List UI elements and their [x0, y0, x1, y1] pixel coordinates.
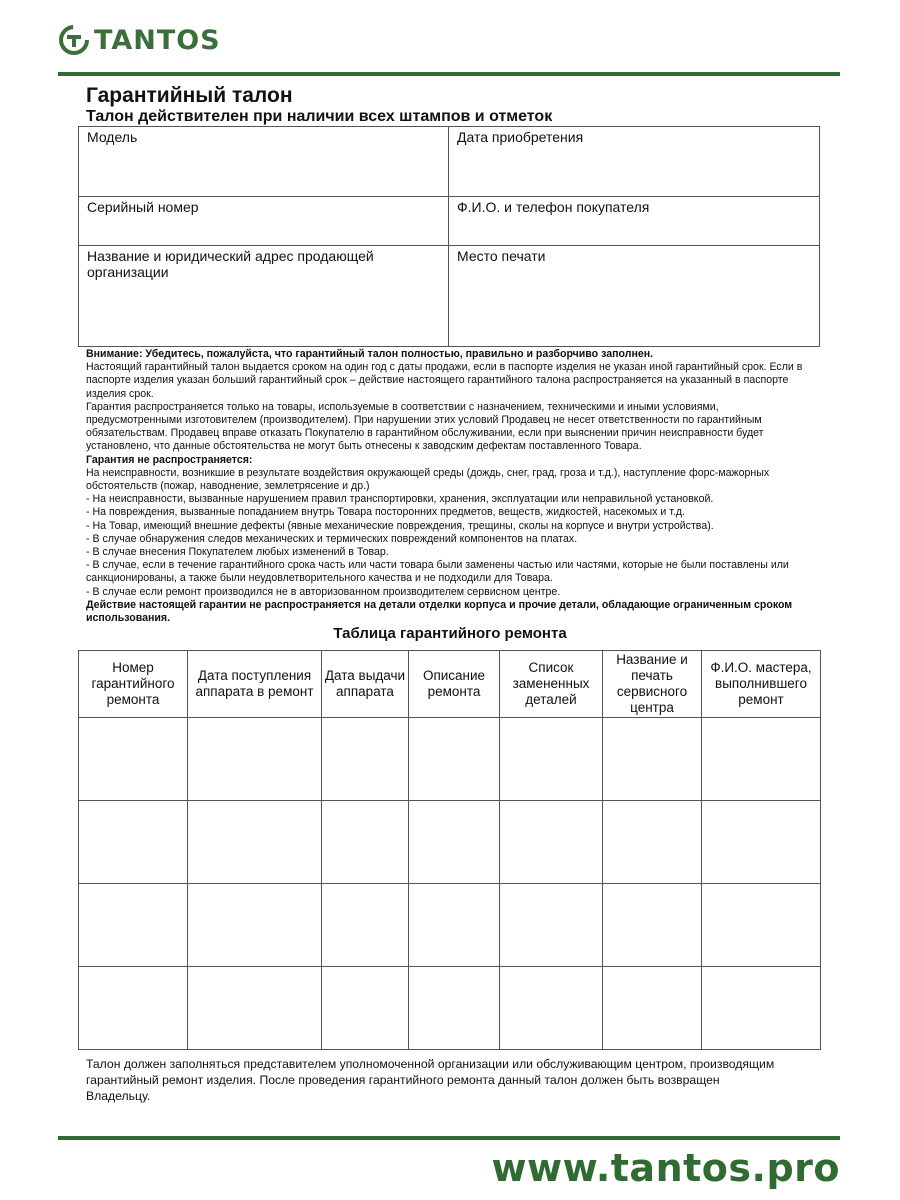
brand-logo [58, 24, 221, 56]
table-cell[interactable] [79, 801, 188, 884]
tantos-logo-icon [58, 24, 90, 56]
brand-name: TANTOS [94, 24, 221, 56]
table-row [79, 718, 821, 801]
table-cell[interactable] [603, 967, 702, 1050]
table-cell[interactable] [188, 801, 322, 884]
table-cell[interactable] [603, 718, 702, 801]
warranty-terms [86, 348, 810, 625]
repair-table-title: Таблица гарантийного ремонта [333, 625, 567, 642]
notes-exclusion-item: - В случае если ремонт производился не в авторизованном производителем сервисном центре. [86, 585, 561, 598]
notes-paragraph: Настоящий гарантийный талон выдается сроком на один год с даты продажи, если в паспорте изделия не указан иной гарантийный срок. Если в паспорте изделия указан больший гарантийный срок – действие настоящего гарантийного талона распространяется на указанный в паспорте изделия срок. [86, 361, 803, 400]
col-header-repair-description: Описание ремонта [409, 651, 500, 718]
table-cell[interactable] [188, 967, 322, 1050]
table-row [79, 884, 821, 967]
col-header-repair-number: Номер гарантийного ремонта [79, 651, 188, 718]
repair-table [78, 650, 821, 1050]
table-row [79, 967, 821, 1050]
notes-exclusions-heading: Гарантия не распространяется: [86, 453, 253, 466]
table-cell[interactable] [409, 718, 500, 801]
table-cell[interactable] [500, 718, 603, 801]
table-cell[interactable] [322, 967, 409, 1050]
notes-exclusion-item: - На неисправности, вызванные нарушением правил транспортировки, хранения, эксплуатации или неправильной установкой. [86, 493, 714, 506]
stamp-field[interactable] [449, 246, 819, 346]
table-cell[interactable] [702, 718, 821, 801]
stamp-label: Место печати [457, 248, 546, 264]
table-cell[interactable] [188, 718, 322, 801]
footer-divider [58, 1136, 840, 1140]
model-field[interactable] [79, 127, 448, 196]
table-cell[interactable] [603, 884, 702, 967]
seller-label: Название и юридический адрес продающей организации [87, 248, 374, 280]
purchase-date-label: Дата приобретения [457, 129, 584, 145]
notes-exclusion-item: - На Товар, имеющий внешние дефекты (явные механические повреждения, трещины, сколы на корпусе и внутри устройства). [86, 519, 714, 532]
buyer-label: Ф.И.О. и телефон покупателя [457, 199, 650, 215]
col-header-service-center: Название и печать сервисного центра [603, 651, 702, 718]
serial-number-label: Серийный номер [87, 199, 199, 215]
col-header-technician: Ф.И.О. мастера, выполнившего ремонт [702, 651, 821, 718]
table-cell[interactable] [79, 967, 188, 1050]
notes-final: Действие настоящей гарантии не распространяется на детали отделки корпуса и прочие детали, обладающие ограниченным сроком использования. [86, 598, 793, 625]
table-row [79, 801, 821, 884]
table-cell[interactable] [322, 884, 409, 967]
table-cell[interactable] [409, 801, 500, 884]
serial-number-field[interactable] [79, 197, 448, 245]
table-cell[interactable] [702, 967, 821, 1050]
table-cell[interactable] [702, 801, 821, 884]
col-header-issue-date: Дата выдачи аппарата [322, 651, 409, 718]
notes-paragraph: Гарантия распространяется только на товары, используемые в соответствии с назначением, техническими и иными условиями, предусмотренными изготовителем (производителем). При нарушении этих условий Продавец не несет ответственности по гарантийным обязательствам. Продавец вправе отказать Покупателю в гарантийном обслуживании, если при выяснении причин неисправности будет установлено, что данные обстоятельства не могут быть отнесены к заводским дефектам поставленного Товара. [86, 400, 764, 453]
table-cell[interactable] [500, 801, 603, 884]
footer-note: Талон должен заполняться представителем уполномоченной организации или обслуживающим центром, производящим гарантийный ремонт изделия. После проведения гарантийного ремонта данный талон должен быть возвращен Владельцу. [86, 1057, 775, 1103]
notes-exclusion-item: - В случае обнаружения следов механических и термических повреждений компонентов на платах. [86, 532, 578, 545]
table-cell[interactable] [79, 884, 188, 967]
seller-field[interactable] [79, 246, 448, 346]
website-link[interactable]: www.tantos.pro [491, 1146, 840, 1190]
repair-table-header-row [79, 651, 821, 718]
table-cell[interactable] [702, 884, 821, 967]
header-divider [58, 72, 840, 76]
page-title: Гарантийный талон [86, 84, 293, 107]
table-cell[interactable] [322, 718, 409, 801]
table-cell[interactable] [409, 967, 500, 1050]
notes-exclusion-item: - В случае, если в течение гарантийного срока часть или части товара были заменены частью или частями, которые не были поставлены или санкционированы, а также были неудовлетворительного качества и не подходили для Товара. [86, 559, 789, 585]
col-header-replaced-parts: Список замененных деталей [500, 651, 603, 718]
purchase-date-field[interactable] [449, 127, 819, 196]
table-cell[interactable] [603, 801, 702, 884]
table-cell[interactable] [409, 884, 500, 967]
model-label: Модель [87, 129, 138, 145]
table-cell[interactable] [79, 718, 188, 801]
notes-attention: Внимание: Убедитесь, пожалуйста, что гарантийный талон полностью, правильно и разборчиво заполнен. [86, 348, 654, 360]
table-cell[interactable] [500, 967, 603, 1050]
table-cell[interactable] [500, 884, 603, 967]
notes-exclusion-item: - На повреждения, вызванные попаданием внутрь Товара посторонних предметов, веществ, жидкостей, насекомых и т.д. [86, 506, 685, 519]
notes-exclusion-item: На неисправности, возникшие в результате воздействия окружающей среды (дождь, снег, град, гроза и т.д.), наступление форс-мажорных обстоятельств (пожар, наводнение, землетрясение и др.) [86, 466, 770, 493]
buyer-field[interactable] [449, 197, 819, 245]
page-subtitle: Талон действителен при наличии всех штампов и отметок [86, 108, 553, 125]
col-header-received-date: Дата поступления аппарата в ремонт [188, 651, 322, 718]
warranty-form [78, 126, 820, 347]
table-cell[interactable] [188, 884, 322, 967]
notes-exclusion-item: - В случае внесения Покупателем любых изменений в Товар. [86, 546, 389, 559]
table-cell[interactable] [322, 801, 409, 884]
